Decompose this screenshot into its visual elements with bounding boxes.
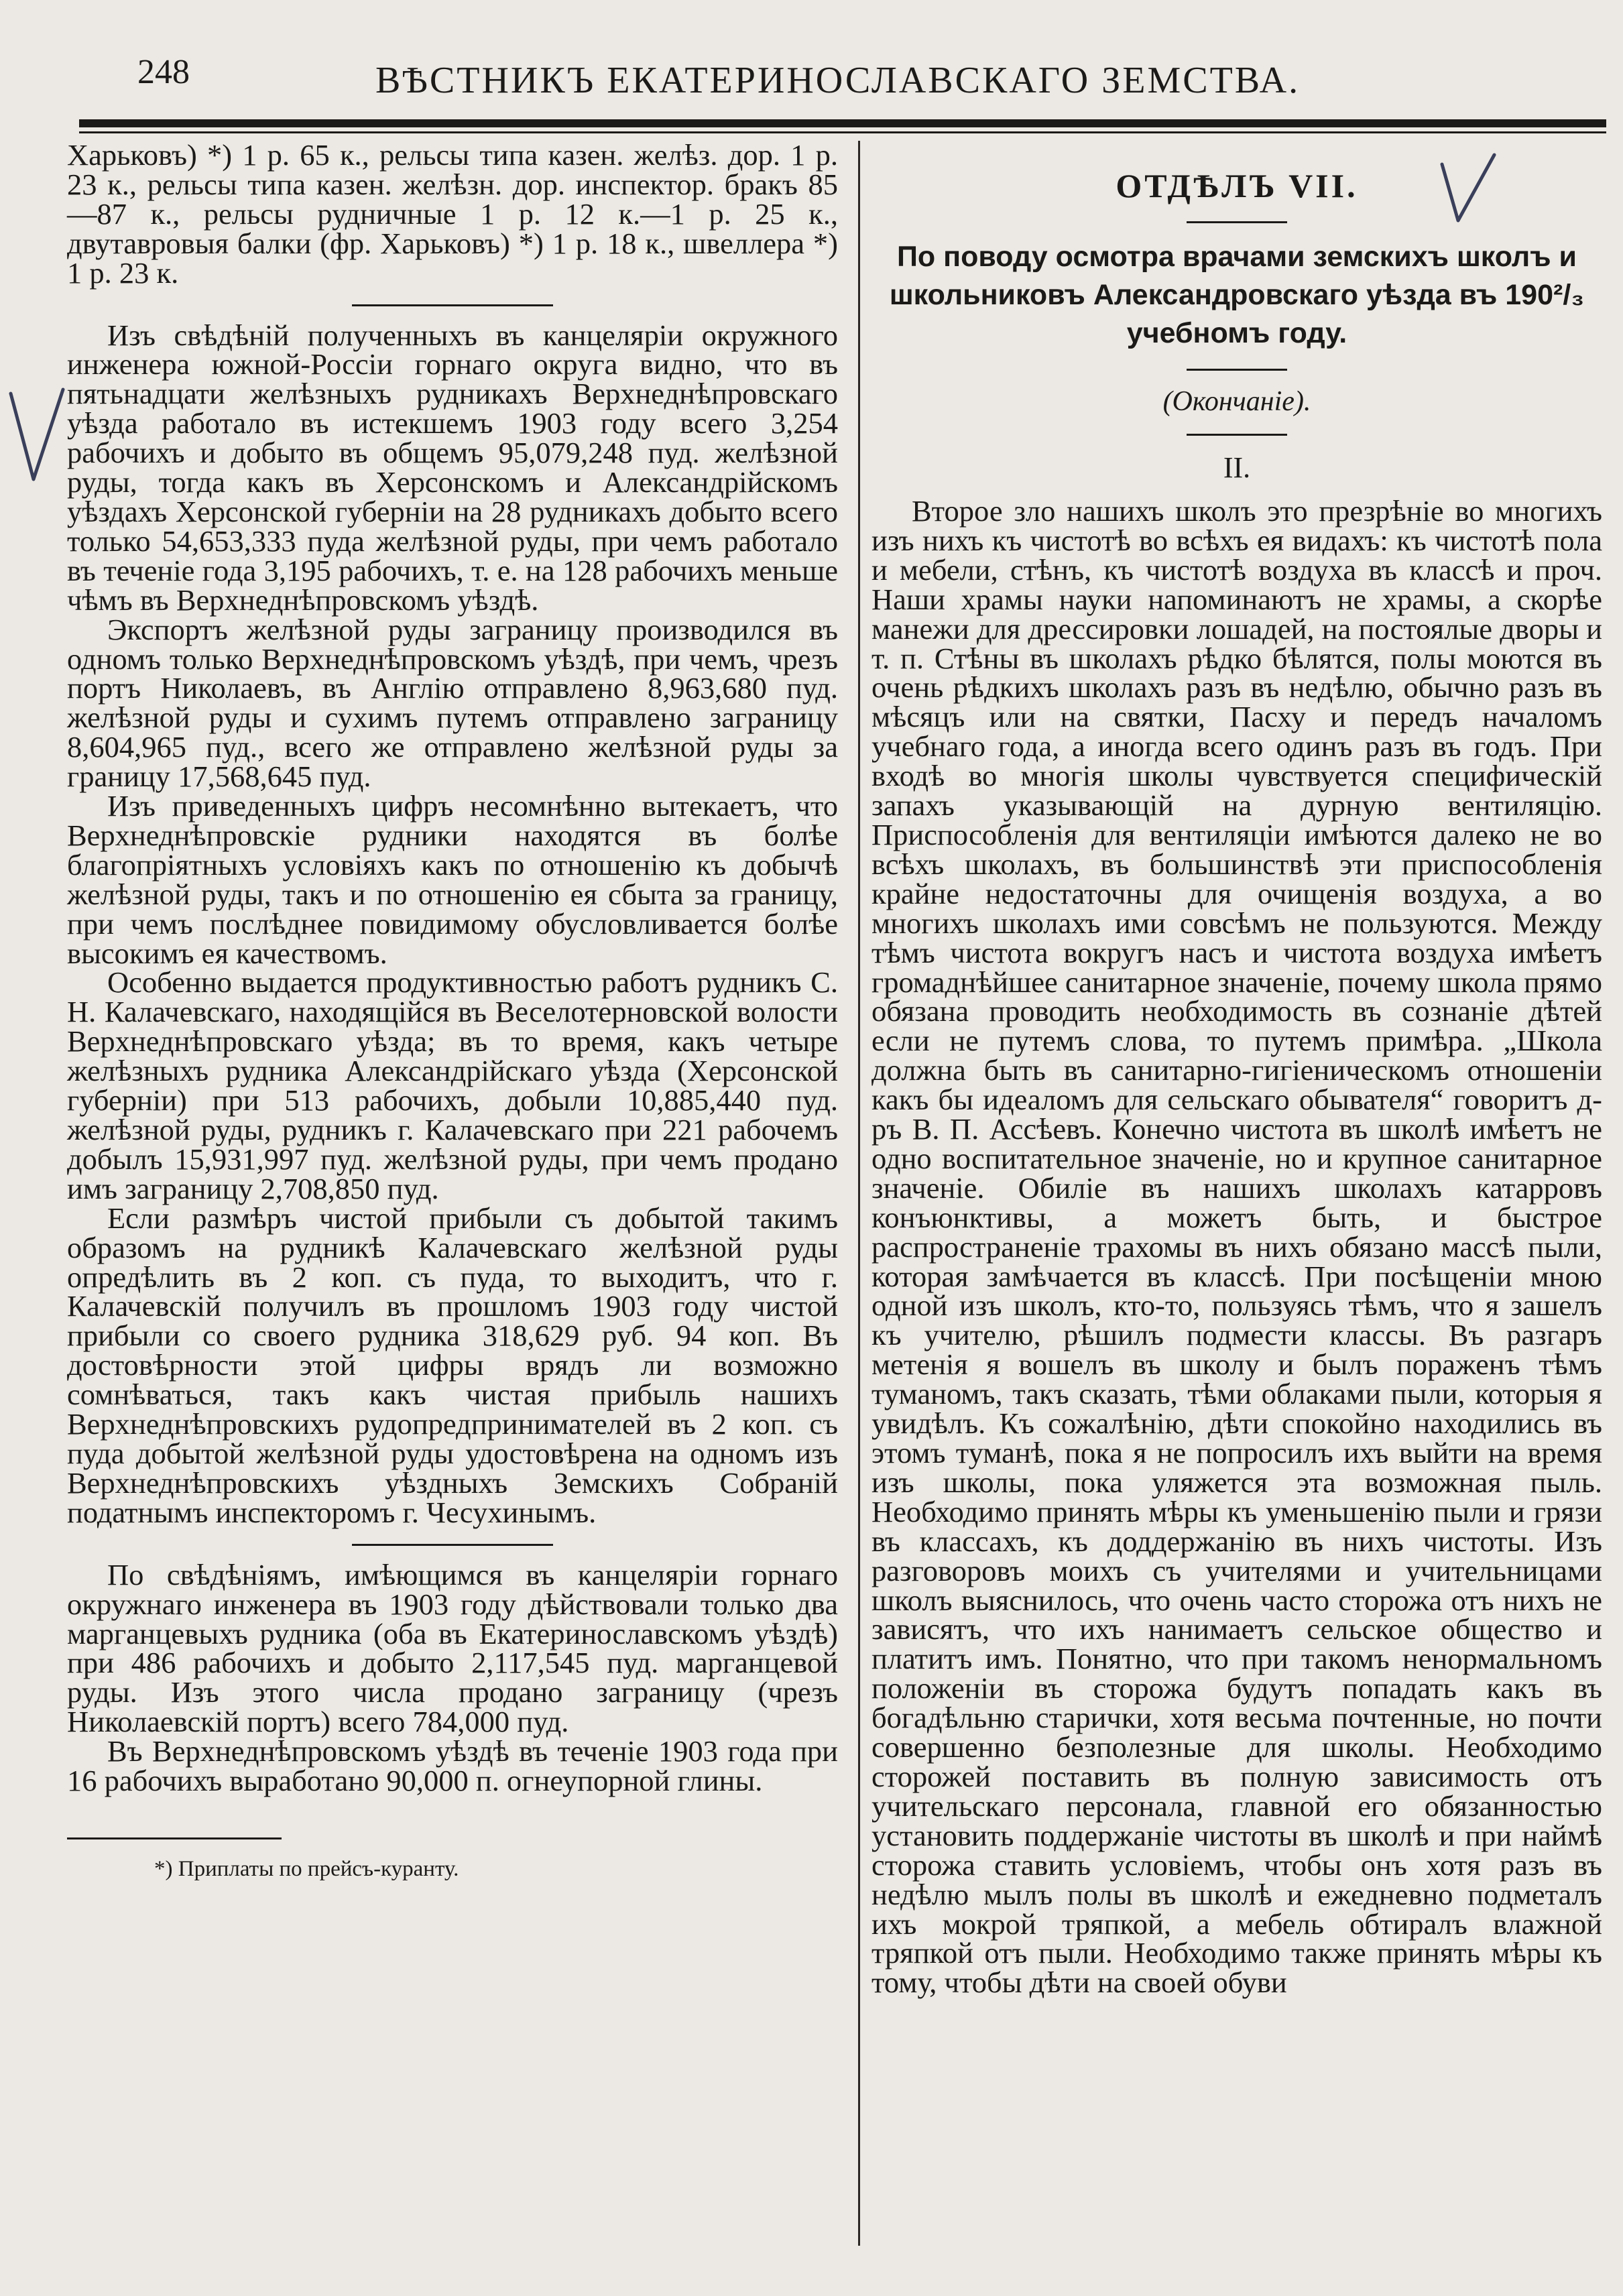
running-title: ВѢСТНИКЪ ЕКАТЕРИНОСЛАВСКАГО ЗЕМСТВА.: [375, 60, 1301, 101]
paragraph: Изъ приведенныхъ цифръ несомнѣнно вытекаетъ, что Верхнеднѣпровскіе рудники находятся въ болѣе благопріятныхъ условіяхъ какъ по отношенію къ добычѣ желѣзной руды, такъ и по отношенію ея сбыта за границу, при чемъ послѣднее повидимому обусловливается болѣе высокимъ ея качествомъ.: [67, 789, 838, 970]
separator-rule: [1187, 221, 1287, 223]
paragraph: Если размѣръ чистой прибыли съ добытой такимъ образомъ на рудникѣ Калачевскаго желѣзной руды опредѣлить въ 2 коп. съ пуда, то выходитъ, что г. Калачевскій получилъ въ прошломъ 1903 году чистой прибыли со своего рудника 318,629 руб. 94 коп. Въ достовѣрности этой цифры врядъ ли возможно сомнѣваться, такъ какъ чистая прибыль нашихъ Верхнеднѣпровскихъ рудопредпринимателей въ 2 коп. съ пуда добытой желѣзной руды удостовѣрена на одномъ изъ Верхнеднѣпровскихъ уѣздныхъ Земскихъ Собраній податнымъ инспекторомъ г. Чесухинымъ.: [67, 1201, 838, 1529]
header-rule-thick: [79, 119, 1606, 127]
paragraph: Особенно выдается продуктивностью работъ рудникъ С. Н. Калачевскаго, находящійся въ Веселотерновской волости Верхнеднѣпровскаго уѣзда; въ то время, какъ четыре желѣзныхъ рудника Александрійскаго уѣзда (Херсонской губерніи) при 513 рабочихъ, добыли 10,885,440 пуд. желѣзной руды, рудникъ г. Калачевскаго при 221 рабочемъ добылъ 15,931,997 пуд. желѣзной руды, при чемъ продано имъ заграницу 2,708,850 пуд.: [67, 965, 838, 1205]
footnote: *) Приплаты по прейсъ-куранту.: [154, 1856, 459, 1881]
paragraph: По свѣдѣніямъ, имѣющимся въ канцеляріи горнаго окружнаго инженера въ 1903 году дѣйствовали только два марганцевыхъ рудника (оба въ Екатеринославскомъ уѣздѣ) при 486 рабочихъ и добыто 2,117,545 пуд. марганцевой руды. Изъ этого числа продано заграницу (чрезъ Николаевскій портъ) всего 784,000 пуд.: [67, 1557, 838, 1739]
separator-rule: [352, 1544, 553, 1546]
paragraph: Изъ свѣдѣній полученныхъ въ канцеляріи окружного инженера южной-Россіи горнаго округа видно, что въ пятьнадцати желѣзныхъ рудникахъ Верхнеднѣпровскаго уѣзда работало въ истекшемъ 1903 году всего 3,254 рабочихъ и добыто въ общемъ 95,079,248 пуд. желѣзной руды, тогда какъ въ Херсонскомъ и Александрійскомъ уѣздахъ Херсонской губерніи на 28 рудникахъ добыто всего только 54,653,333 пуда желѣзной руды, при чемъ работало въ теченіе года 3,195 рабочихъ, т. е. на 128 рабочихъ меньше чѣмъ въ Верхнеднѣпровскомъ уѣздѣ.: [67, 318, 838, 617]
column-divider: [858, 141, 860, 2246]
section-title: ОТДѢЛЪ VII.: [1116, 167, 1358, 204]
right-column: [871, 141, 1602, 1998]
left-column: [67, 138, 838, 1882]
article-subtitle: (Окончаніе).: [1162, 386, 1311, 417]
part-number: II.: [1223, 451, 1251, 484]
paragraph: Второе зло нашихъ школъ это презрѣніе во многихъ изъ нихъ къ чистотѣ во всѣхъ ея видахъ: къ чистотѣ пола и мебели, стѣнъ, къ чистотѣ воздуха въ классѣ и проч. Наши храмы науки напоминаютъ не храмы, а скорѣе манежи для дрессировки лошадей, на постоялые дворы и т. п. Стѣны въ школахъ рѣдко бѣлятся, полы моются въ очень рѣдкихъ школахъ разъ въ недѣлю, обычно разъ въ мѣсяцъ или на святки, Пасху и передъ началомъ учебнаго года, а иногда всего одинъ разъ въ годъ. При входѣ во многія школы чувствуется специфическій запахъ указывающій на дурную вентиляцію. Приспособленія для вентиляціи имѣются далеко не во всѣхъ школахъ, въ большинствѣ эти приспособленія крайне недостаточны для очищенія воздуха, а во многихъ школахъ ими совсѣмъ не пользуются. Между тѣмъ чистота вокругъ насъ и чистота воздуха имѣетъ громаднѣйшее санитарное значеніе, почему школа прямо обязана проводить необходимость въ сознаніе дѣтей если не путемъ слова, то путемъ примѣра. „Школа должна быть въ санитарно-гигіеническомъ отношеніи какъ бы идеаломъ для сельскаго обывателя“ говоритъ д-ръ В. П. Асcѣевъ. Конечно чистота въ школѣ имѣетъ не одно воспитательное значеніе, но и крупное санитарное значеніе. Обиліе въ нашихъ школахъ катарровъ конъюнктивы, а можетъ быть, и быстрое распространеніе трахомы въ нихъ обязано массѣ пыли, которая замѣчается въ классѣ. При посѣщеніи мною одной изъ школъ, кто-то, пользуясь тѣмъ, что я зашелъ къ учителю, рѣшилъ подмести классы. Въ разгаръ метенія я вошелъ въ школу и былъ пораженъ тѣмъ туманомъ, такъ сказать, тѣми облаками пыли, которыя я увидѣлъ. Къ сожалѣнію, дѣти спокойно находились въ этомъ туманѣ, пока я не попросилъ ихъ выйти на время изъ школы, пока уляжется эта возможная пыль. Необходимо принять мѣры къ уменьшенію пыли и грязи въ классахъ, къ доддержанію въ нихъ чистоты. Изъ разговоровъ моихъ съ учителями и учительницами школъ выяснилось, что очень часто сторожа отъ нихъ не зависятъ, что ихъ нанимаетъ сельское общество и платитъ имъ. Понятно, что при такомъ ненормальномъ положеніи въ сторожа будутъ попадать какъ въ богадѣльню старички, хотя весьма почтенные, но почти совершенно безполезные для школы. Необходимо сторожей поставить въ полную зависимость отъ учительскаго персонала, главной его обязанностью установить поддержаніе чистоты въ школѣ и при наймѣ сторожа ставить условіемъ, чтобы онъ хотя разъ въ недѣлю мылъ полы въ школѣ и ежедневно подметалъ ихъ мокрой тряпкой, а мебель обтиралъ влажной тряпкой отъ пыли. Необходимо также принять мѣры къ тому, чтобы дѣти на своей обуви: [871, 494, 1602, 2000]
handwritten-checkmark-icon: [7, 385, 67, 486]
handwritten-checkmark-icon: [1438, 151, 1498, 225]
separator-rule: [1187, 434, 1287, 436]
footnote-rule: [67, 1837, 282, 1839]
page-number: 248: [137, 53, 190, 91]
header-rule-thin: [79, 131, 1606, 133]
paragraph: Харьковъ) *) 1 р. 65 к., рельсы типа казен. желѣз. дор. 1 р. 23 к., рельсы типа казен. желѣзн. дор. инспектор. бракъ 85—87 к., рельсы рудничные 1 р. 12 к.—1 р. 25 к., двутавровыя балки (фр. Харьковъ) *) 1 р. 18 к., швеллера *) 1 р. 23 к.: [67, 138, 838, 290]
separator-rule: [352, 304, 553, 306]
paragraph: Экспортъ желѣзной руды заграницу производился въ одномъ только Верхнеднѣпровскомъ уѣздѣ, при чемъ, чрезъ портъ Николаевъ, въ Англію отправлено 8,963,680 пуд. желѣзной руды и сухимъ путемъ отправлено заграницу 8,604,965 пуд., всего же отправлено желѣзной руды за границу 17,568,645 пуд.: [67, 612, 838, 794]
paragraph: Въ Верхнеднѣпровскомъ уѣздѣ въ теченіе 1903 года при 16 рабочихъ выработано 90,000 п. огнеупорной глины.: [67, 1734, 838, 1798]
separator-rule: [1187, 369, 1287, 371]
article-heading: По поводу осмотра врачами земскихъ школъ и школьниковъ Александровскаго уѣзда въ 190²/₃ учебномъ году.: [889, 241, 1585, 349]
